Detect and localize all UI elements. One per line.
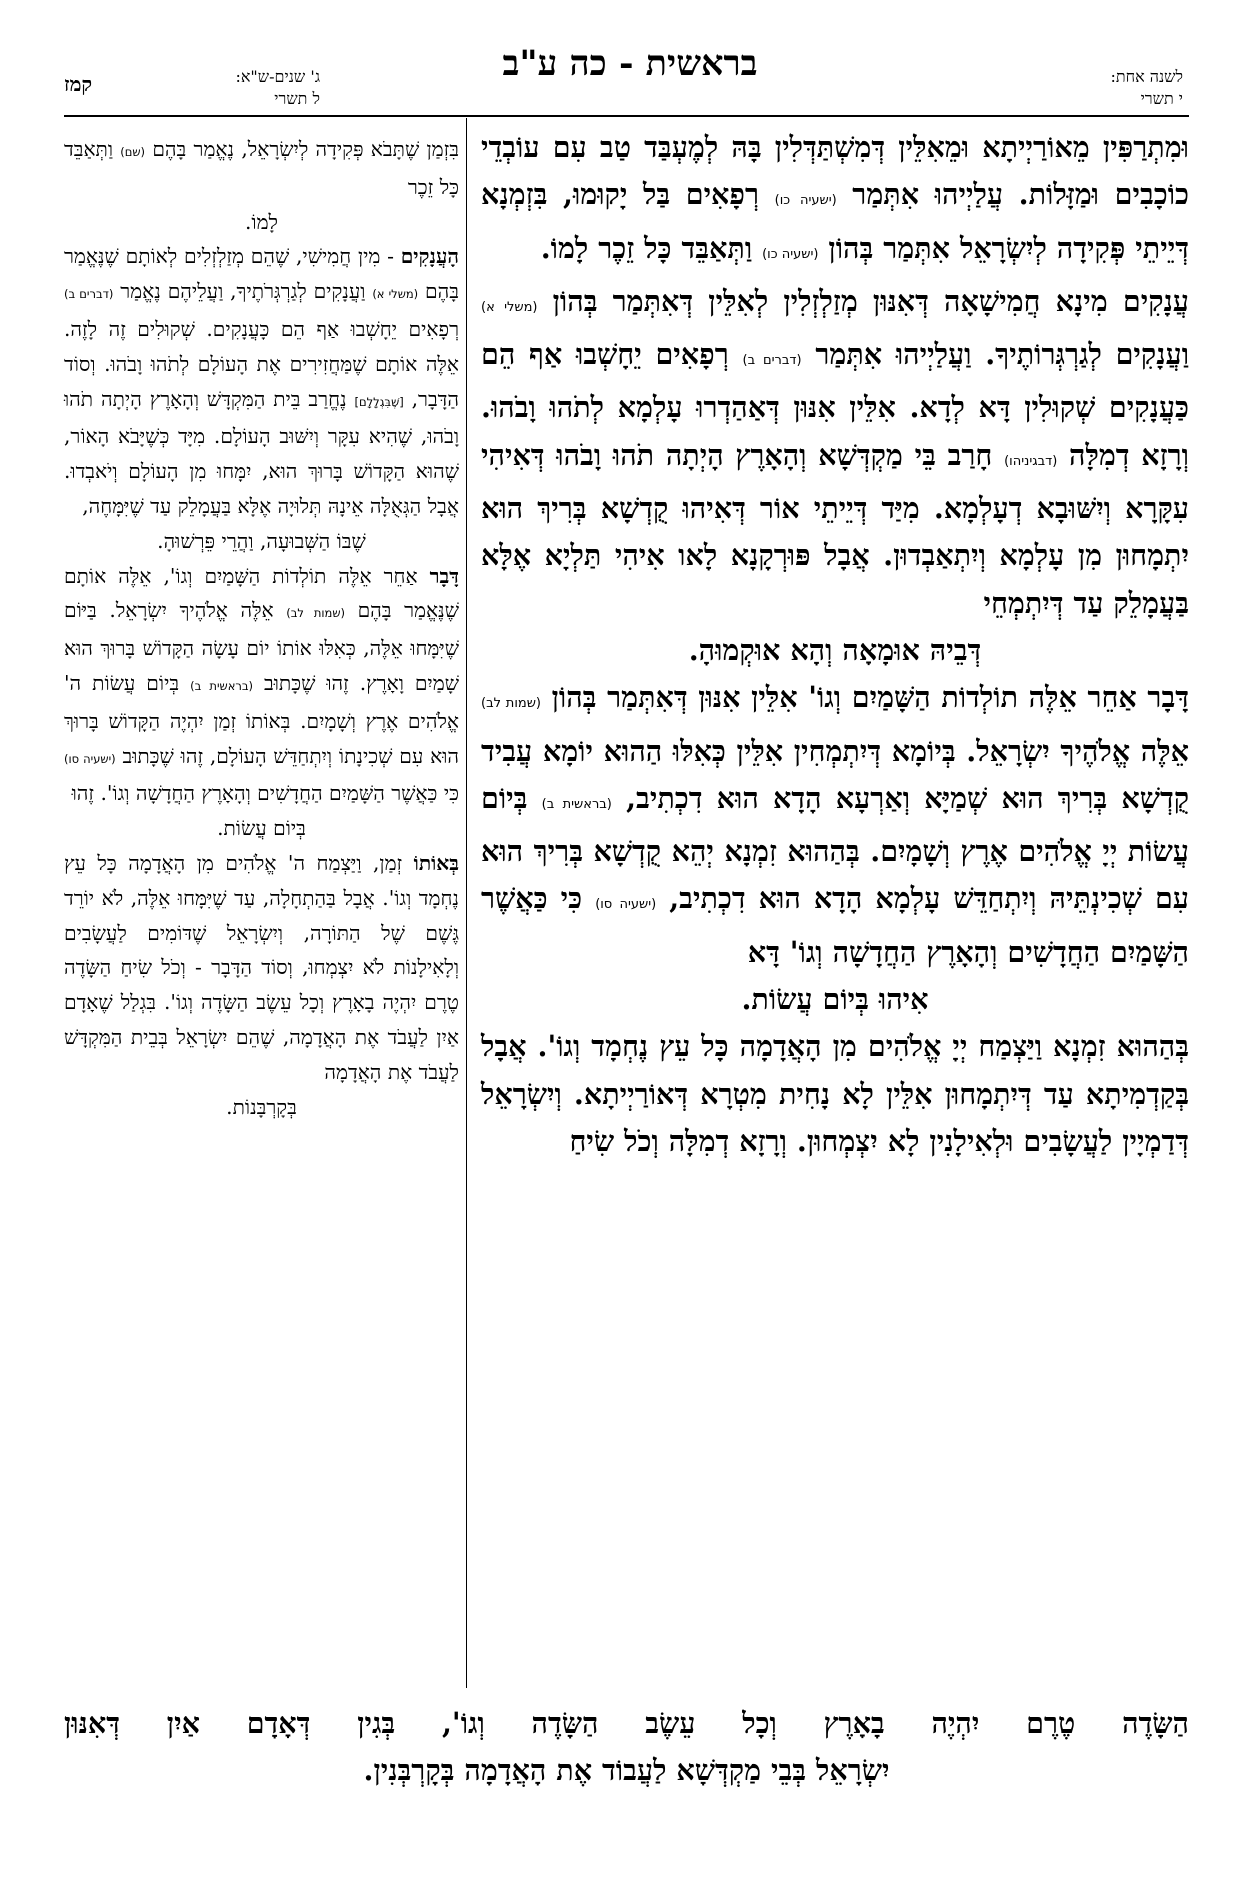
header-right — [1023, 66, 1183, 110]
comm-paragraph-4: בְּאוֹתוֹ זְמַן, וַיַּצְמַח ה' אֱלֹהִים מִן הָאֲדָמָה כָּל עֵץ נֶחְמָד וְגוֹ'. אֲבָל בַּהַתְחָלָה, עַד שֶׁיִּמָּחוּ אֵלֶּה, לֹא יוֹרֵד גֶּשֶׁם שֶׁל הַתּוֹרָה, וְיִשְׂרָאֵל שֶׁדּוֹמִים לַעֲשָׂבִים וְלָאִילָנוֹת לֹא יִצְמְחוּ, וְסוֹד הַדָּבָר - וְכֹל שִׂיחַ הַשָּׂדֶה טֶרֶם יִהְיֶה בָאָרֶץ וְכָל עֵשֶׂב הַשָּׂדֶה וְגוֹ'. בִּגְלַל שֶׁאָדָם אַיִן לַעֲבֹד אֶת הָאֲדָמָה, שֶׁהֵם יִשְׂרָאֵל בְּבֵית הַמִּקְדָּשׁ לַעֲבֹד אֶת הָאֲדָמָה — [64, 850, 459, 1084]
bottom-line-1: הַשָּׂדֶה טֶרֶם יִהְיֶה בָאָרֶץ וְכָל עֵשֶׂב הַשָּׂדֶה וְגוֹ', בְּגִין דְּאָדָם אַיִן דְּאִנּוּן — [64, 1706, 1189, 1740]
verse-ref: [שֶׁבִּגְלָלָם] — [354, 394, 404, 409]
comm-paragraph-2-end: שֶׁבּוֹ הַשְּׁבוּעָה, וַהֲרֵי פֵּרְשׁוּהָ. — [157, 528, 366, 553]
comm-paragraph-1: בִּזְמַן שֶׁתָּבֹא פְּקִידָה לְיִשְׂרָאֵל, נֶאֱמַר בָּהֶם (שם) וַתְּאַבֵּד כָּל זֵכֶר — [64, 137, 459, 199]
headword: בְּאוֹתוֹ — [413, 850, 459, 875]
comm-paragraph-3: דָּבָר אַחֵר אֵלֶּה תוֹלְדוֹת הַשָּׁמַיִם וְגוֹ', אֵלֶּה אוֹתָם שֶׁנֶּאֱמַר בָּהֶם (שמות לב) אֵלֶּה אֱלֹהֶיךָ יִשְׂרָאֵל. בַּיּוֹם שֶׁיִּמָּחוּ אֵלֶּה, כְּאִלּוּ אוֹתוֹ יוֹם עָשָׂה הַקָּדוֹשׁ בָּרוּךְ הוּא שָׁמַיִם וָאָרֶץ. זֶהוּ שֶׁכָּתוּב (בראשית ב) בְּיוֹם עֲשׂוֹת ה' אֱלֹהִים אֶרֶץ וְשָׁמָיִם. בְּאוֹתוֹ זְמַן יִהְיֶה הַקָּדוֹשׁ בָּרוּךְ הוּא עִם שְׁכִינָתוֹ וְיִתְחַדֵּשׁ הָעוֹלָם, זֶהוּ שֶׁכָּתוּב (ישעיה סו) כִּי כַּאֲשֶׁר הַשָּׁמַיִם הַחֲדָשִׁים וְהָאָרֶץ הַחֲדָשָׁה וְגוֹ'. זֶהוּ — [64, 563, 459, 806]
main-paragraph-4: בְּהַהוּא זִמְנָא וַיַּצְמַח יְיָ אֱלֹהִים מִן הָאֲדָמָה כָּל עֵץ נֶחְמָד וְגוֹ'. אֲבָל בְּקַדְמִיתָא עַד דְּיִתְמָחוּן אִלֵּין לָא נָחִית מִטְרָא דְּאוֹרַיְיתָא. וְיִשְׂרָאֵל דְּדַמְיָין לַעֲשָׂבִים וּלְאִילָנִין לָא יִצְמְחוּן. וְרָזָא דְמִלָּה וְכֹל שִׂיחַ — [481, 1029, 1189, 1158]
verse-ref: (דבגיניהו) — [1004, 453, 1058, 469]
verse-ref: (ישעיה כו) — [762, 246, 819, 262]
header-rule — [64, 115, 1189, 117]
comm-paragraph-2: הָעֲנָקִים - מִין חֲמִישִׁי, שֶׁהֵם מְזַלְזְלִים לְאוֹתָם שֶׁנֶּאֱמַר בָּהֶם (משלי א) וַעֲנָקִים לְגַרְגְּרֹתֶיךָ, וַעֲלֵיהֶם נֶאֱמַר (דברים ב) רְפָאִים יֵחָשְׁבוּ אַף הֵם כָּעֲנָקִים. שְׁקוּלִים זֶה לָזֶה. אֵלֶּה אוֹתָם שֶׁמַּחֲזִירִים אֶת הָעוֹלָם לְתֹהוּ וָבֹהוּ. וְסוֹד הַדָּבָר, [שֶׁבִּגְלָלָם] נֶחֱרַב בֵּית הַמִּקְדָּשׁ וְהָאָרֶץ הָיְתָה תֹהוּ וָבֹהוּ, שֶׁהִיא עִקָּר וְיִשּׁוּב הָעוֹלָם. מִיָּד כְּשֶׁיָּבֹא הָאוֹר, שֶׁהוּא הַקָּדוֹשׁ בָּרוּךְ הוּא, יִמָּחוּ מִן הָעוֹלָם וְיֹאבְדוּ. אֲבָל הַגְּאֻלָּה אֵינָהּ תְּלוּיָה אֶלָּא בַּעֲמָלֵק עַד שֶׁיִּמָּחֶה, — [64, 244, 459, 518]
main-paragraph-2-end: דְּבֵיהּ אוּמָאָה וְהָא אוּקְמוּהָ. — [688, 632, 982, 667]
main-paragraph-3: דָּבָר אַחֵר אֵלֶּה תוֹלְדוֹת הַשָּׁמַיִם וְגוֹ' אִלֵּין אִנּוּן דְּאִתְּמַר בְּהוֹן (שמות לב) אֵלֶּה אֱלֹהֶיךָ יִשְׂרָאֵל. בְּיוֹמָא דְּיִתְמְחִין אִלֵּין כְּאִלּוּ הַהוּא יוֹמָא עֲבִיד קֻדְשָׁא בְּרִיךְ הוּא שְׁמַיָּא וְאַרְעָא הָדָא הוּא דִכְתִיב, (בראשית ב) בְּיוֹם עֲשׂוֹת יְיָ אֱלֹהִים אֶרֶץ וְשָׁמָיִם. בְּהַהוּא זִמְנָא יְהֵא קֻדְשָׁא בְּרִיךְ הוּא עִם שְׁכִינְתֵּיהּ וְיִתְחַדֵּשׁ עָלְמָא הָדָא הוּא דִכְתִיב, (ישעיה סו) כִּי כַּאֲשֶׁר הַשָּׁמַיִם הַחֲדָשִׁים וְהָאָרֶץ הַחֲדָשָׁה וְגוֹ' דָּא — [481, 680, 1189, 969]
headword: הָעֲנָקִים — [400, 244, 459, 269]
page-number: קמז — [64, 72, 93, 96]
verse-ref: (ישעיה סו) — [595, 897, 657, 913]
verse-ref: (שמות לב) — [481, 696, 541, 712]
main-paragraph-1: וּמִתְרַפִּין מֵאוֹרַיְיתָא וּמֵאִלֵּין דְּמִשְׁתַּדְּלִין בָּהּ לְמֶעְבַּד טַב עִם עוֹבְדֵי כוֹכָבִים וּמַזָּלוֹת. עֲלַיְיהוּ אִתְּמַר (ישעיה כו) רְפָאִים בַּל יָקוּמוּ, בִּזְמְנָא דְּיֵיתֵי פְּקִידָה לְיִשְׂרָאֵל אִתְּמַר בְּהוֹן (ישעיה כו) וַתְּאַבֵּד כָּל זֵכֶר לָמוֹ. — [481, 130, 1189, 265]
verse-ref: (משלי א) — [372, 287, 419, 302]
column-divider — [466, 118, 467, 1688]
verse-ref: (ישעיה כו) — [774, 193, 837, 209]
comm-paragraph-1-end: לָמוֹ. — [245, 209, 278, 234]
comm-paragraph-3-end: בְּיוֹם עֲשׂוֹת. — [217, 816, 306, 841]
headword: דָּבָר — [429, 563, 459, 588]
page-title: בראשית - כה ע"ב — [502, 43, 758, 84]
header-right-line2: י תשרי — [1140, 89, 1183, 108]
header-right-line1: לשנה אחת: — [1110, 67, 1183, 86]
verse-ref: (בראשית ב) — [541, 796, 612, 812]
header-left-line1: ג' שנים-ש"א: — [235, 67, 320, 86]
verse-ref: (דברים ב) — [64, 287, 114, 302]
comm-paragraph-4-end: בְּקָרְבָּנוֹת. — [226, 1094, 297, 1119]
main-paragraph-3-end: אִיהוּ בְּיוֹם עֲשׂוֹת. — [741, 982, 929, 1017]
translation-column — [64, 132, 459, 1124]
verse-ref: (משלי א) — [481, 299, 538, 315]
bottom-text — [64, 1700, 1189, 1795]
header-left — [180, 66, 320, 110]
verse-ref: (ישעיה סו) — [64, 751, 116, 766]
verse-ref: (שמות לב) — [286, 606, 345, 621]
header-left-line2: ל תשרי — [274, 89, 320, 108]
bottom-line-2: יִשְׂרָאֵל בְּבֵי מַקְדְּשָׁא לַעֲבוֹד אֶת הָאֲדָמָה בְּקָרְבְּנִין. — [363, 1753, 890, 1788]
verse-ref: (דברים ב) — [742, 353, 802, 369]
main-text-column — [481, 124, 1189, 1165]
verse-ref: (בראשית ב) — [190, 678, 254, 693]
verse-ref: (שם) — [120, 145, 146, 159]
main-paragraph-2: עֲנָקִים מִינָא חֲמִישָׁאָה דְּאִנּוּן מְזַלְזְלִין לְאִלֵּין דְּאִתְּמַר בְּהוֹן (משלי א) וַעֲנָקִים לְגַרְגְּרוֹתֶיךָ. וַעֲלַיְיהוּ אִתְּמַר (דברים ב) רְפָאִים יֵחָשְׁבוּ אַף הֵם כַּעֲנָקִים שְׁקוּלִין דָּא לְדָא. אִלֵּין אִנּוּן דְּאַהַדְרוּ עָלְמָא לְתֹהוּ וָבֹהוּ. וְרָזָא דְמִלָּה (דבגיניהו) חָרַב בֵּי מַקְדְּשָׁא וְהָאָרֶץ הָיְתָה תֹהוּ וָבֹהוּ דְּאִיהִי עִקָּרָא וְיִשּׁוּבָא דְעָלְמָא. מִיַּד דְּיֵיתֵי אוֹר דְּאִיהוּ קֻדְשָׁא בְּרִיךְ הוּא יִתְמָחוּן מִן עָלְמָא וְיִתְאַבְדוּן. אֲבָל פּוּרְקָנָא לָאו אִיהִי תַּלְיָא אֶלָּא בַּעֲמָלֵק עַד דְּיִתְמְחֵי — [481, 283, 1190, 620]
